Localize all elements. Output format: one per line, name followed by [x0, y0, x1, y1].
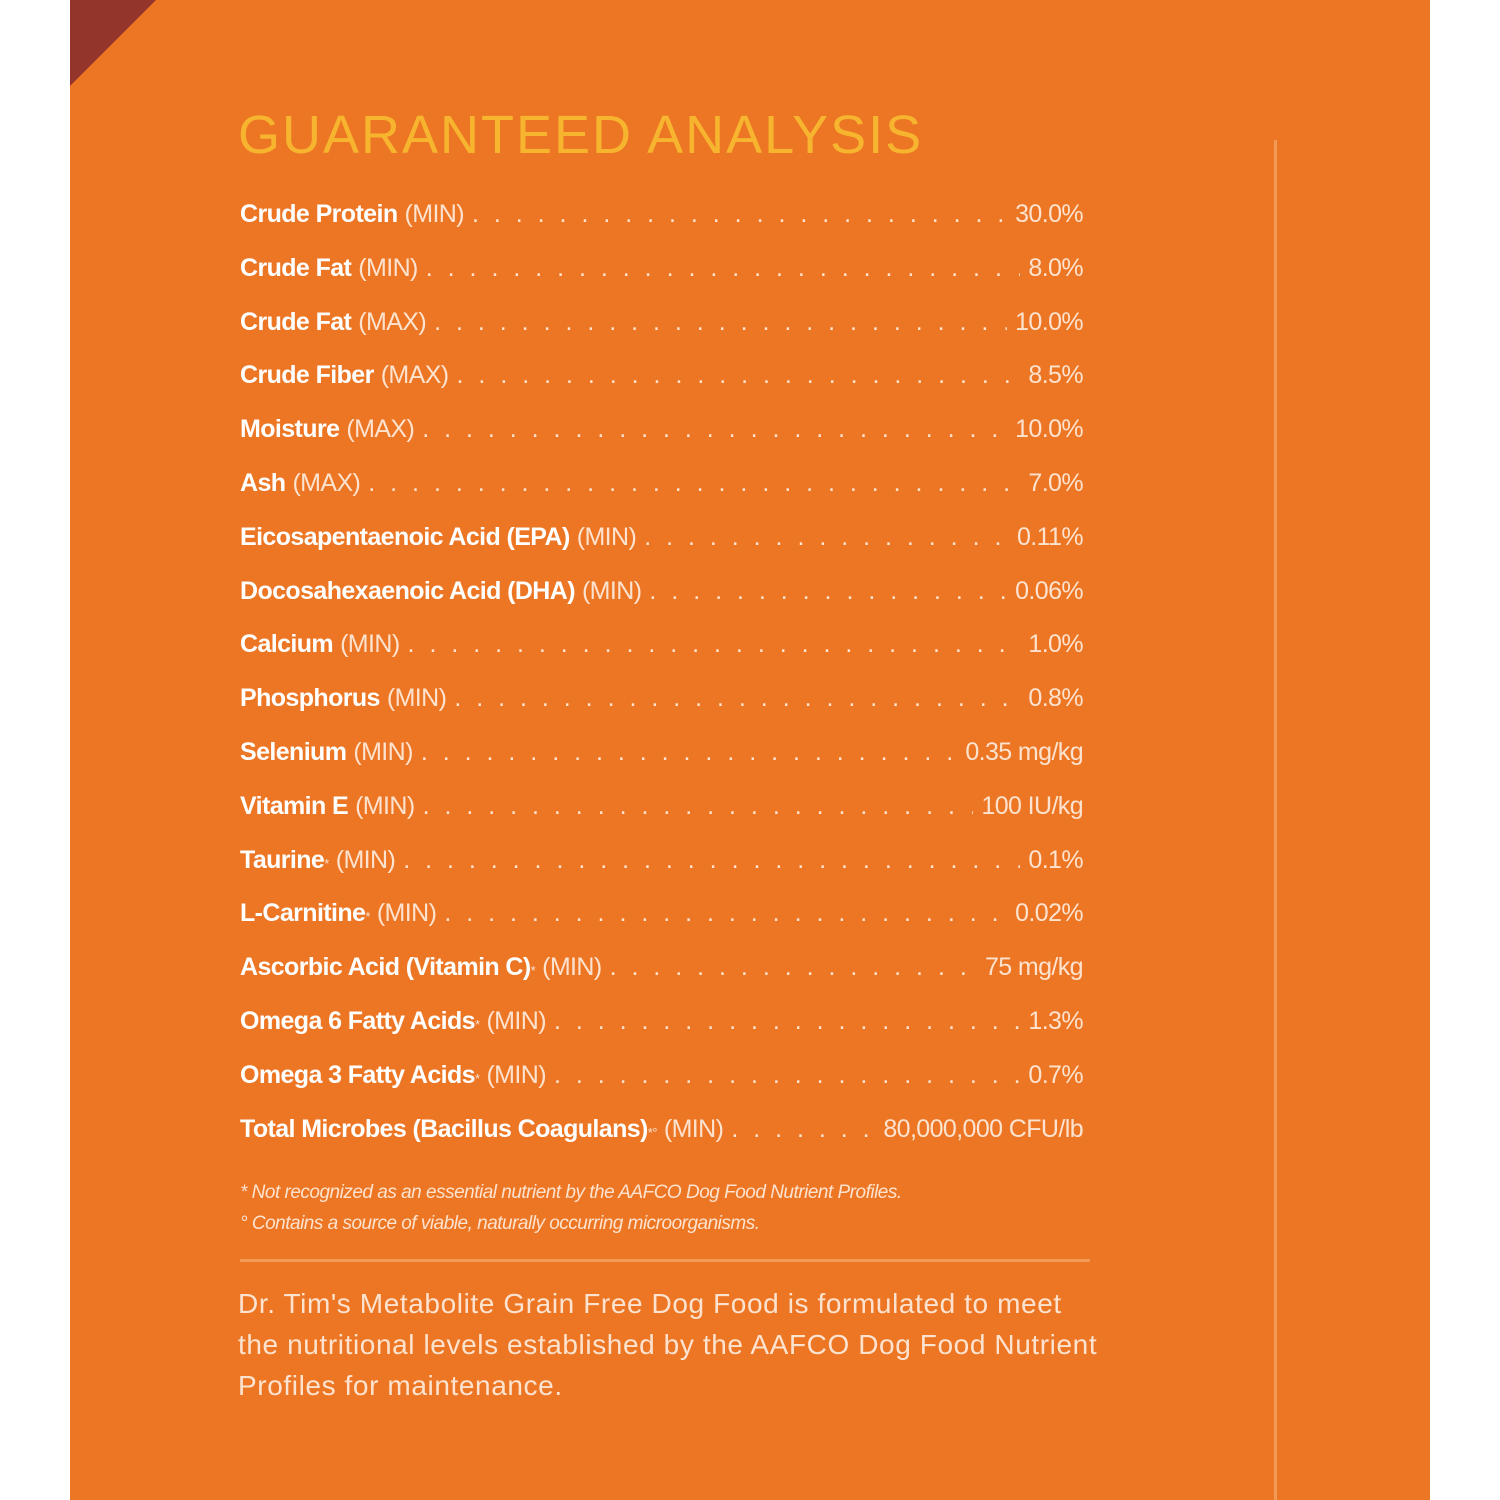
analysis-row: [240, 899, 1083, 953]
dot-leader: [422, 415, 1007, 444]
nutrient-value: 8.5%: [1028, 361, 1083, 390]
vertical-divider: [1274, 140, 1277, 1500]
nutrient-name: Moisture: [240, 415, 340, 444]
dot-leader: [434, 308, 1007, 337]
nutrient-value: 30.0%: [1015, 200, 1083, 228]
section-title: GUARANTEED ANALYSIS: [238, 105, 924, 165]
nutrient-qualifier: (MIN): [581, 576, 642, 605]
label-panel: [70, 0, 1430, 1500]
nutrient-name: Phosphorus: [240, 684, 380, 713]
nutrient-qualifier: (MAX): [380, 361, 449, 390]
nutrient-name: Selenium: [240, 737, 347, 766]
analysis-row: [240, 846, 1083, 900]
analysis-row: [240, 684, 1083, 738]
analysis-row: [240, 1007, 1083, 1061]
nutrient-value: 0.7%: [1028, 1060, 1083, 1089]
nutrient-name: Omega 3 Fatty Acids: [240, 1060, 475, 1089]
analysis-row: [240, 953, 1083, 1007]
dot-leader: [408, 630, 1021, 659]
footnote: ° Contains a source of viable, naturally occurring microorganisms.: [240, 1213, 760, 1234]
nutrient-qualifier: (MIN): [542, 953, 602, 982]
nutrient-value: 80,000,000 CFU/lb: [883, 1114, 1083, 1143]
aafco-statement: Dr. Tim's Metabolite Grain Free Dog Food is formulated to meet the nutritional levels established by the AAFCO Dog Food Nutrient Profiles for maintenance.: [238, 1288, 1098, 1401]
footnote-mark: *: [474, 1016, 480, 1032]
nutrient-qualifier: (MAX): [346, 415, 415, 444]
nutrient-name: Vitamin E: [240, 791, 349, 820]
footnote-mark: *°: [647, 1124, 657, 1140]
analysis-row: [240, 200, 1083, 254]
nutrient-qualifier: (MIN): [353, 737, 413, 766]
nutrient-name: Ash: [240, 468, 286, 497]
footnote-mark: *: [474, 1070, 480, 1086]
analysis-row: [240, 1061, 1083, 1115]
nutrient-value: 1.3%: [1028, 1006, 1083, 1035]
analysis-row: [240, 361, 1083, 415]
dot-leader: [649, 577, 1007, 606]
analysis-row: [240, 523, 1083, 577]
nutrient-qualifier: (MIN): [663, 1114, 724, 1143]
footnote: * Not recognized as an essential nutrient by the AAFCO Dog Food Nutrient Profiles.: [240, 1182, 902, 1203]
nutrient-name: Crude Fiber: [240, 361, 374, 390]
analysis-row: [240, 415, 1083, 469]
nutrient-value: 75 mg/kg: [984, 953, 1083, 982]
nutrient-qualifier: (MIN): [340, 630, 400, 659]
analysis-row: [240, 254, 1083, 308]
analysis-row: [240, 630, 1083, 684]
dot-leader: [731, 1115, 875, 1144]
nutrient-name: Crude Fat: [240, 253, 352, 282]
dot-leader: [554, 1007, 1020, 1036]
nutrient-name: Taurine: [240, 845, 325, 874]
dot-leader: [426, 254, 1021, 283]
dot-leader: [421, 738, 957, 767]
dot-leader: [423, 792, 974, 821]
corner-accent: [70, 0, 156, 86]
analysis-row: [240, 577, 1083, 631]
analysis-row: [240, 1115, 1083, 1169]
analysis-row: [240, 792, 1083, 846]
nutrient-value: 0.8%: [1028, 684, 1083, 713]
nutrient-value: 0.11%: [1016, 522, 1083, 551]
nutrient-qualifier: (MAX): [358, 307, 427, 336]
nutrient-qualifier: (MIN): [358, 253, 418, 282]
nutrient-name: Crude Fat: [240, 307, 352, 336]
nutrient-name: Crude Protein: [240, 200, 398, 228]
analysis-table: [240, 200, 1083, 1168]
nutrient-name: Docosahexaenoic Acid (DHA): [240, 576, 575, 605]
footnotes: [240, 1177, 902, 1239]
analysis-row: [240, 308, 1083, 362]
nutrient-value: 10.0%: [1015, 415, 1083, 444]
dot-leader: [444, 899, 1007, 928]
nutrient-name: Total Microbes (Bacillus Coagulans): [240, 1114, 648, 1143]
nutrient-qualifier: (MIN): [386, 684, 447, 713]
nutrient-value: 0.1%: [1028, 845, 1083, 874]
nutrient-qualifier: (MIN): [335, 845, 396, 874]
dot-leader: [403, 846, 1020, 875]
dot-leader: [368, 469, 1020, 498]
nutrient-value: 8.0%: [1028, 253, 1083, 282]
nutrient-qualifier: (MAX): [292, 468, 361, 497]
nutrient-qualifier: (MIN): [576, 522, 637, 551]
nutrient-value: 10.0%: [1015, 307, 1083, 336]
nutrient-value: 0.06%: [1015, 576, 1083, 605]
dot-leader: [554, 1061, 1020, 1090]
nutrient-qualifier: (MIN): [355, 791, 415, 820]
dot-leader: [644, 523, 1009, 552]
dot-leader: [454, 684, 1020, 713]
nutrient-name: Calcium: [240, 630, 334, 659]
nutrient-name: Eicosapentaenoic Acid (EPA): [240, 522, 570, 551]
analysis-row: [240, 469, 1083, 523]
nutrient-name: L-Carnitine: [240, 899, 366, 928]
nutrient-name: Omega 6 Fatty Acids: [240, 1006, 475, 1035]
nutrient-value: 100 IU/kg: [981, 791, 1083, 820]
dot-leader: [472, 200, 1007, 229]
nutrient-qualifier: (MIN): [376, 899, 437, 928]
nutrient-value: 0.02%: [1015, 899, 1083, 928]
nutrient-qualifier: (MIN): [404, 200, 464, 228]
footnote-mark: *: [365, 909, 370, 925]
dot-leader: [610, 953, 977, 982]
nutrient-value: 0.35 mg/kg: [965, 737, 1083, 766]
horizontal-divider: [240, 1259, 1090, 1262]
nutrient-value: 7.0%: [1028, 468, 1083, 497]
footnote-mark: *: [530, 963, 536, 979]
nutrient-name: Ascorbic Acid (Vitamin C): [240, 953, 531, 982]
dot-leader: [457, 361, 1021, 390]
footnote-mark: *: [324, 855, 329, 871]
nutrient-qualifier: (MIN): [486, 1060, 546, 1089]
analysis-row: [240, 738, 1083, 792]
nutrient-value: 1.0%: [1028, 630, 1083, 659]
nutrient-qualifier: (MIN): [486, 1006, 546, 1035]
